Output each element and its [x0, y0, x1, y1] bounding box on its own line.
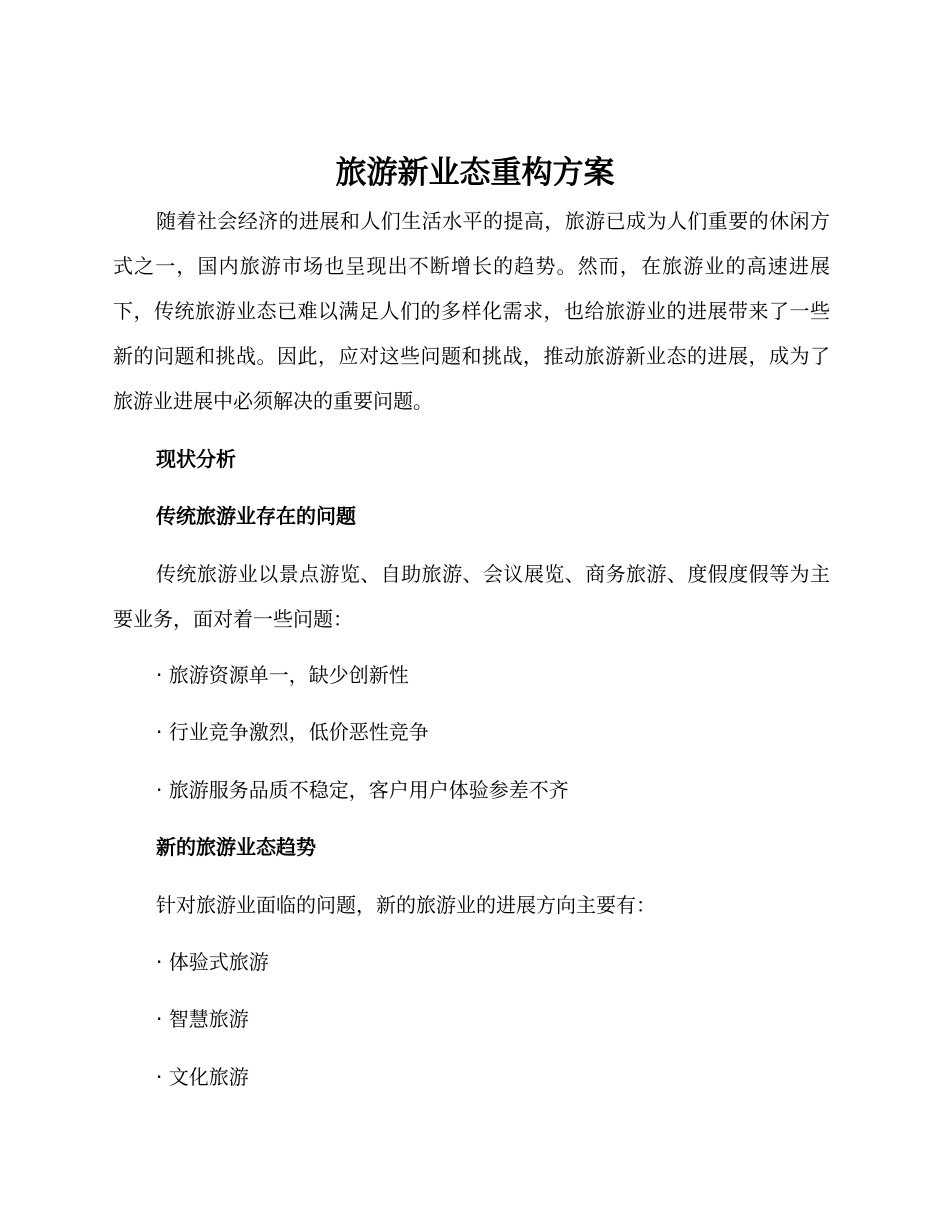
- section-heading-new-trends: 新的旅游业态趋势: [156, 835, 316, 859]
- trend-list-item: · 文化旅游: [156, 1065, 249, 1089]
- traditional-problems-paragraph: 传统旅游业以景点游览、自助旅游、会议展览、商务旅游、度假度假等为主要业务，面对着一些问题：: [113, 562, 830, 631]
- intro-paragraph: 随着社会经济的进展和人们生活水平的提高，旅游已成为人们重要的休闲方式之一，国内旅游市场也呈现出不断增长的趋势。然而，在旅游业的高速进展下，传统旅游业态已难以满足人们的多样化需求，也给旅游业的进展带来了一些新的问题和挑战。因此，应对这些问题和挑战，推动旅游新业态的进展，成为了旅游业进展中必须解决的重要问题。: [113, 209, 830, 413]
- problem-list-item: · 行业竞争激烈，低价恶性竞争: [156, 720, 429, 744]
- trend-list-item: · 智慧旅游: [156, 1007, 249, 1031]
- section-heading-status-analysis: 现状分析: [156, 447, 236, 471]
- trend-list-item: · 体验式旅游: [156, 950, 269, 974]
- document-title: 旅游新业态重构方案: [335, 155, 615, 191]
- problem-list-item: · 旅游服务品质不稳定，客户用户体验参差不齐: [156, 778, 569, 802]
- problem-list-item: · 旅游资源单一，缺少创新性: [156, 663, 409, 687]
- section-heading-traditional-problems: 传统旅游业存在的问题: [156, 504, 356, 528]
- new-trends-paragraph: 针对旅游业面临的问题，新的旅游业的进展方向主要有：: [156, 893, 656, 917]
